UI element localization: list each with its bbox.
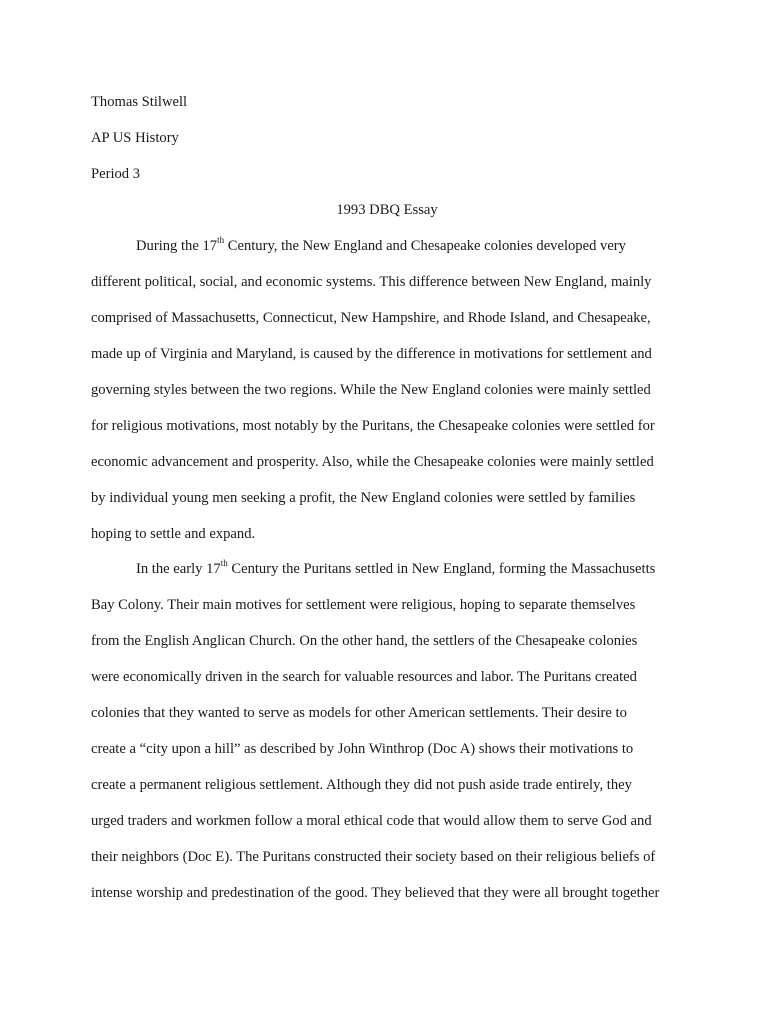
paragraph-1-line: hoping to settle and expand. bbox=[91, 526, 256, 542]
paragraph-1-line: comprised of Massachusetts, Connecticut, New Hampshire, and Rhode Island, and Chesapeake, bbox=[91, 310, 651, 326]
paragraph-2-line: create a “city upon a hill” as described by John Winthrop (Doc A) shows their motivations to bbox=[91, 741, 634, 757]
paragraph-1-line: governing styles between the two regions. While the New England colonies were mainly settled bbox=[91, 382, 651, 398]
paragraph-2-line: were economically driven in the search for valuable resources and labor. The Puritans created bbox=[91, 669, 637, 685]
paragraph-2-line: urged traders and workmen follow a moral ethical code that would allow them to serve God and bbox=[91, 813, 652, 829]
paragraph-2-line-1 bbox=[136, 560, 728, 578]
paragraph-2-line: from the English Anglican Church. On the other hand, the settlers of the Chesapeake colonies bbox=[91, 633, 638, 649]
paragraph-2-line: create a permanent religious settlement. Although they did not push aside trade entirely, they bbox=[91, 777, 632, 793]
p2-text-b: Century the Puritans settled in New England, forming the Massachusetts bbox=[227, 561, 656, 577]
paragraph-1-line: by individual young men seeking a profit, the New England colonies were settled by families bbox=[91, 490, 636, 506]
course-name: AP US History bbox=[91, 130, 179, 146]
class-period: Period 3 bbox=[91, 166, 141, 182]
author-name: Thomas Stilwell bbox=[91, 94, 188, 110]
paragraph-2-line: Bay Colony. Their main motives for settlement were religious, hoping to separate themselves bbox=[91, 597, 636, 613]
p2-superscript: th bbox=[220, 558, 228, 569]
paragraph-2-line: their neighbors (Doc E). The Puritans constructed their society based on their religious beliefs of bbox=[91, 849, 656, 865]
paragraph-1-line: for religious motivations, most notably by the Puritans, the Chesapeake colonies were settled for bbox=[91, 418, 655, 434]
p1-superscript: th bbox=[217, 235, 225, 246]
paragraph-2-line: colonies that they wanted to serve as models for other American settlements. Their desire to bbox=[91, 705, 627, 721]
p1-text-a: During the 17 bbox=[136, 238, 218, 254]
paragraph-1-line: economic advancement and prosperity. Also, while the Chesapeake colonies were mainly settled bbox=[91, 454, 654, 470]
essay-title: 1993 DBQ Essay bbox=[336, 202, 438, 218]
paragraph-2-line: intense worship and predestination of the good. They believed that they were all brought together bbox=[91, 885, 660, 901]
paragraph-1-line: different political, social, and economic systems. This difference between New England, mainly bbox=[91, 274, 652, 290]
paragraph-1-line: made up of Virginia and Maryland, is caused by the difference in motivations for settlement and bbox=[91, 346, 652, 362]
p2-text-a: In the early 17 bbox=[136, 561, 221, 577]
paragraph-1-line-1 bbox=[136, 237, 728, 255]
p1-text-b: Century, the New England and Chesapeake colonies developed very bbox=[224, 238, 626, 254]
